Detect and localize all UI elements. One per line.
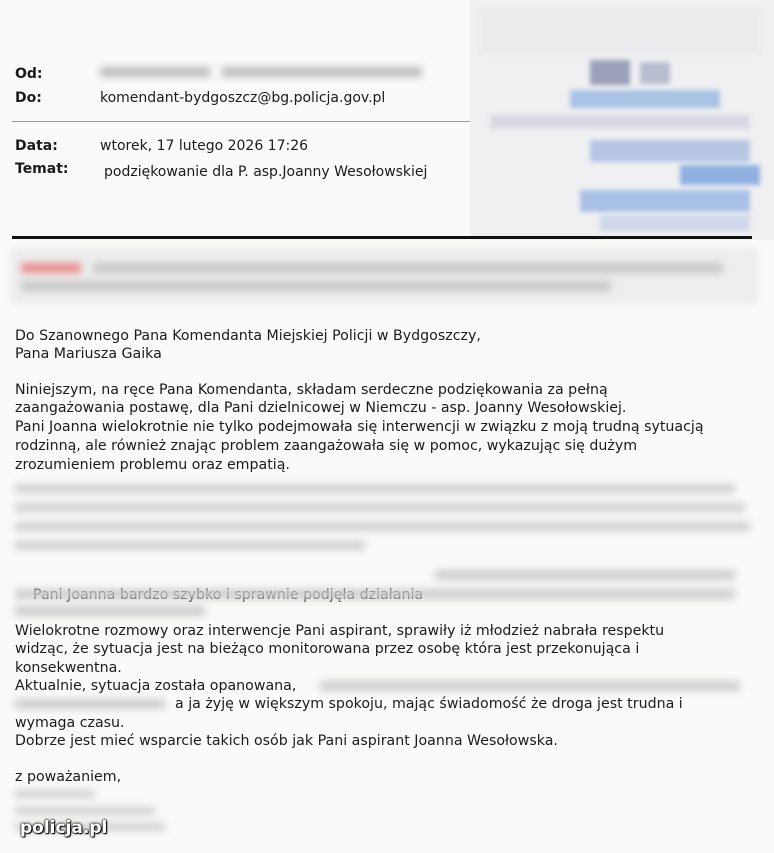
section-divider bbox=[12, 236, 752, 239]
from-value-redacted bbox=[100, 66, 460, 82]
subject-label: Temat: bbox=[15, 161, 69, 177]
redacted-inline-3 bbox=[15, 606, 205, 616]
redacted-inline-5 bbox=[15, 699, 165, 709]
redacted-inline-4 bbox=[320, 681, 740, 691]
paragraph-1-line-4: rodzinną, ale również znając problem zaangażowała się w pomoc, wykazując się dużym bbox=[15, 438, 638, 454]
to-label: Do: bbox=[15, 90, 42, 106]
watermark-logo: policja.pl bbox=[20, 818, 108, 838]
subject-value: podziękowanie dla P. asp.Joanny Wesołowskiej bbox=[104, 164, 428, 180]
redacted-block-top-right bbox=[470, 0, 774, 240]
redacted-notice-box bbox=[12, 250, 756, 302]
header-divider bbox=[12, 121, 472, 122]
greeting-line-2: Pana Mariusza Gaika bbox=[15, 346, 162, 362]
paragraph-3-line-3: konsekwentna. bbox=[15, 660, 122, 676]
paragraph-4-line-3: wymaga czasu. bbox=[15, 715, 125, 731]
paragraph-4-line-2: a ja żyję w większym spokoju, mając świadomość że droga jest trudna i bbox=[175, 696, 683, 712]
paragraph-1-line-2: zaangażowania postawę, dla Pani dzielnicowej w Niemczu - asp. Joanny Wesołowskiej. bbox=[15, 400, 627, 416]
redacted-paragraph bbox=[15, 478, 755, 558]
to-value: komendant-bydgoszcz@bg.policja.gov.pl bbox=[100, 90, 386, 106]
paragraph-1-line-5: zrozumieniem problemu oraz empatią. bbox=[15, 457, 290, 473]
paragraph-1-line-1: Niniejszym, na ręce Pana Komendanta, składam serdeczne podziękowania za pełną bbox=[15, 382, 608, 398]
redacted-inline-2 bbox=[15, 589, 735, 599]
redacted-inline-1 bbox=[435, 570, 735, 580]
greeting-line-1: Do Szanownego Pana Komendanta Miejskiej Policji w Bydgoszczy, bbox=[15, 328, 481, 344]
paragraph-5-line-1: Dobrze jest mieć wsparcie takich osób jak Pani aspirant Joanna Wesołowska. bbox=[15, 733, 558, 749]
paragraph-3-line-2: widząc, że sytuacja jest na bieżąco monitorowana przez osobę która jest przekonująca i bbox=[15, 641, 640, 657]
date-label: Data: bbox=[15, 138, 58, 154]
paragraph-3-line-1: Wielokrotne rozmowy oraz interwencje Pani aspirant, sprawiły iż młodzież nabrała respektu bbox=[15, 623, 665, 639]
paragraph-1-line-3: Pani Joanna wielokrotnie nie tylko podejmowała się interwencji w związku z moją trudną sytuacją bbox=[15, 419, 704, 435]
from-label: Od: bbox=[15, 66, 43, 82]
paragraph-4-line-1: Aktualnie, sytuacja została opanowana, bbox=[15, 678, 297, 694]
closing: z poważaniem, bbox=[15, 769, 122, 785]
date-value: wtorek, 17 lutego 2026 17:26 bbox=[100, 138, 309, 154]
